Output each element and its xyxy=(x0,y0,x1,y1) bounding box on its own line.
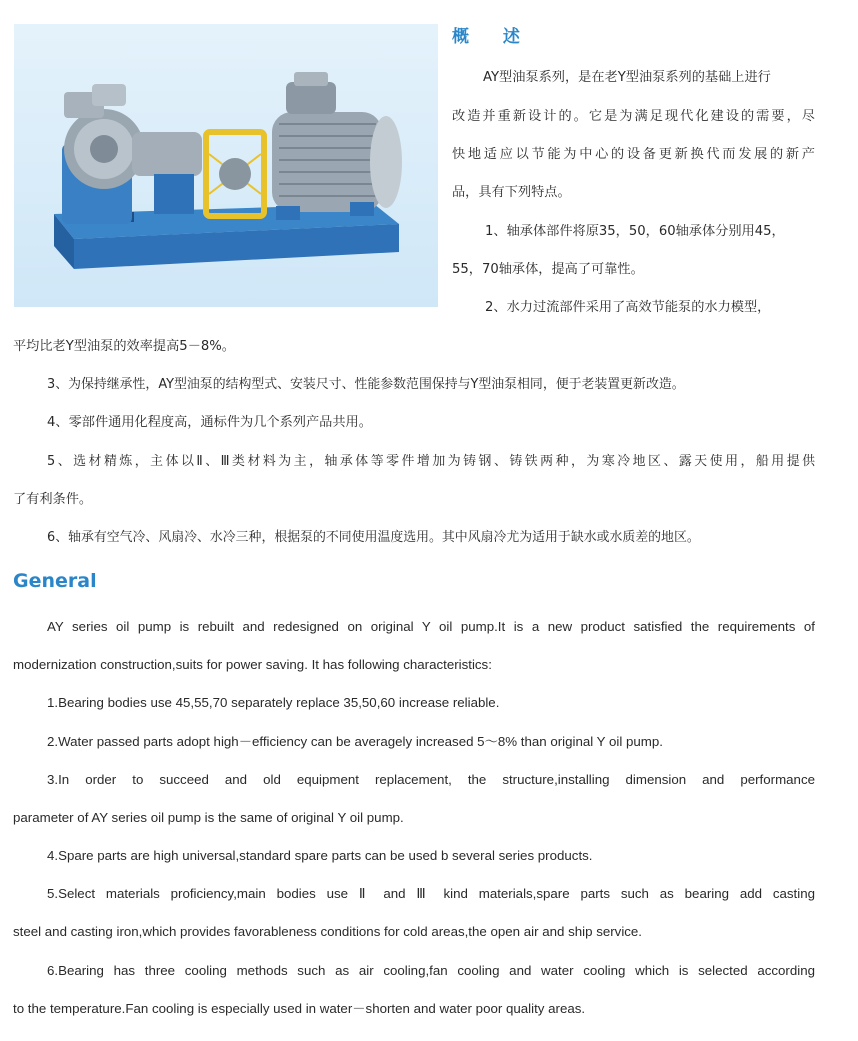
pump-illustration xyxy=(14,24,438,307)
general-line: 1.Bearing bodies use 45,55,70 separately replace 35,50,60 increase reliable. xyxy=(47,695,500,710)
general-line: modernization construction,suits for power saving. It has following characteristics: xyxy=(13,657,492,672)
overview-line: 2、水力过流部件采用了高效节能泵的水力模型， xyxy=(485,300,771,315)
overview-line: 改造并重新设计的。它是为满足现代化建设的需要，尽 xyxy=(452,109,815,124)
general-line: parameter of AY series oil pump is the same of original Y oil pump. xyxy=(13,810,404,825)
general-line: 3.In order to succeed and old equipment replacement, the structure,installing dimension and performance xyxy=(47,772,815,787)
overview-line: 6、轴承有空气冷、风扇冷、水冷三种，根据泵的不同使用温度选用。其中风扇冷尤为适用于缺水或水质差的地区。 xyxy=(47,530,700,545)
overview-line: 55，70轴承体，提高了可靠性。 xyxy=(452,262,644,277)
general-line: 2.Water passed parts adopt high－efficiency can be averagely increased 5～8% than original Y oil pump. xyxy=(47,734,663,749)
overview-line: 1、轴承体部件将原35，50，60轴承体分别用45， xyxy=(485,224,785,239)
overview-line: 了有利条件。 xyxy=(13,492,93,507)
general-line: 4.Spare parts are high universal,standard spare parts can be used b several series products. xyxy=(47,848,593,863)
general-line: AY series oil pump is rebuilt and redesigned on original Y oil pump.It is a new product satisfied the requirements of xyxy=(47,619,815,634)
general-line: 5.Select materials proficiency,main bodies use Ⅱ and Ⅲ kind materials,spare parts such as bearing add casting xyxy=(47,886,815,901)
overview-line: AY型油泵系列，是在老Y型油泵系列的基础上进行 xyxy=(483,70,771,85)
overview-line: 品，具有下列特点。 xyxy=(452,185,571,200)
general-title: General xyxy=(13,570,97,592)
overview-line: 4、零部件通用化程度高，通标件为几个系列产品共用。 xyxy=(47,415,372,430)
general-line: steel and casting iron,which provides favorableness conditions for cold areas,the open air and ship service. xyxy=(13,924,643,939)
overview-line: 5、选材精炼，主体以Ⅱ、Ⅲ类材料为主，轴承体等零件增加为铸钢、铸铁两种，为寒冷地区、露天使用，船用提供 xyxy=(47,454,815,469)
overview-title: 概 述 xyxy=(452,27,534,47)
product-photo xyxy=(14,24,438,307)
general-line: to the temperature.Fan cooling is especially used in water－shorten and water poor quality areas. xyxy=(13,1001,586,1016)
overview-line: 3、为保持继承性，AY型油泵的结构型式、安装尺寸、性能参数范围保持与Y型油泵相同，便于老装置更新改造。 xyxy=(47,377,685,392)
overview-line: 快地适应以节能为中心的设备更新换代而发展的新产 xyxy=(452,147,815,162)
overview-line: 平均比老Y型油泵的效率提高5－8%。 xyxy=(13,339,235,354)
general-line: 6.Bearing has three cooling methods such as air cooling,fan cooling and water cooling which is selected according xyxy=(47,963,815,978)
